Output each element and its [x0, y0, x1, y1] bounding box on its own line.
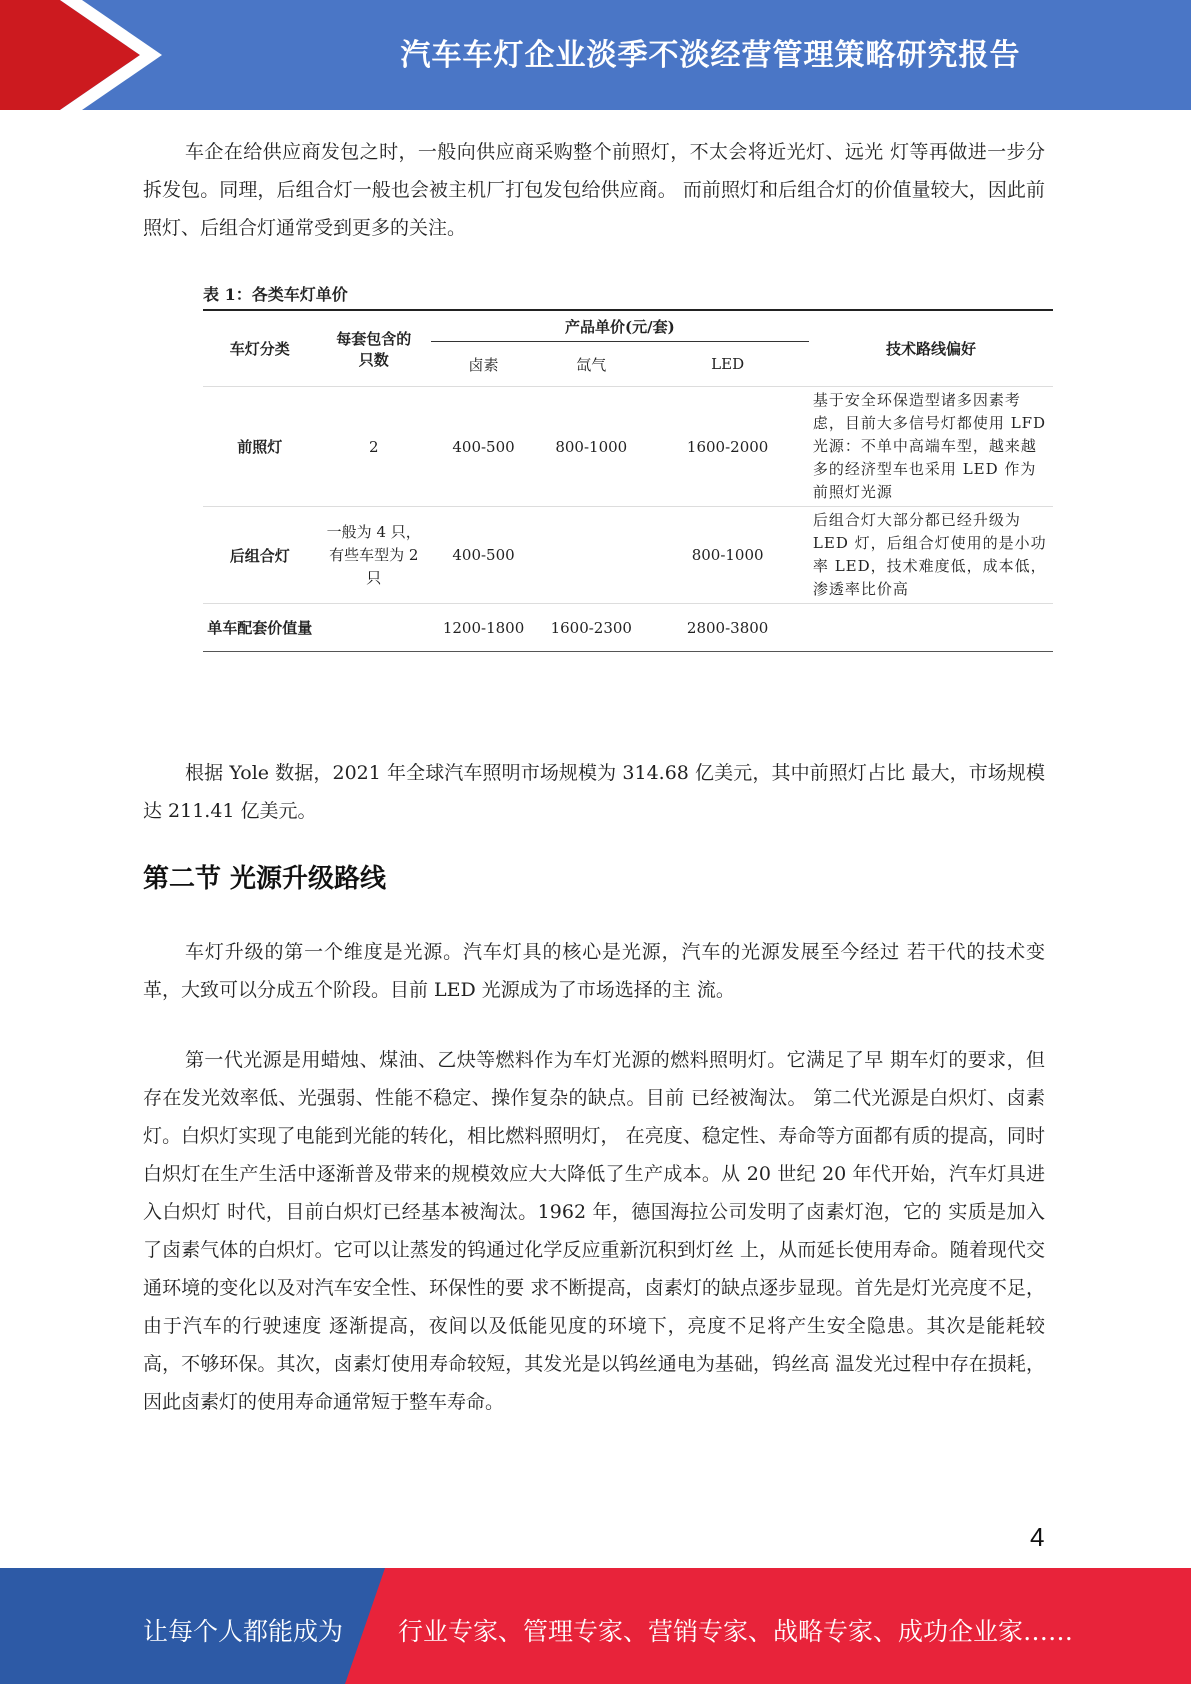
cell-halogen: 400-500: [452, 437, 515, 456]
header-xenon: 氙气: [536, 342, 646, 387]
table-caption: 表 1：各类车灯单价: [203, 285, 348, 304]
paragraph-generations: 第一代光源是用蜡烛、煤油、乙炔等燃料作为车灯光源的燃料照明灯。它满足了早 期车灯的要求，但存在发光效率低、光强弱、性能不稳定、操作复杂的缺点。目前 已经被淘汰。 第二代光源是白炽灯、卤素灯。白炽灯实现了电能到光能的转化，相比燃料照明灯， 在亮度、稳定性、寿命等方面都有质的提高，同时白炽灯在生产生活中逐渐普及带来的规模效应大大降低了生产成本。从 20 世纪 20 年代开始，汽车灯具进入白炽灯 时代，目前白炽灯已经基本被淘汰。1962 年，德国海拉公司发明了卤素灯泡，它的 实质是加入了卤素气体的白炽灯。它可以让蒸发的钨通过化学反应重新沉积到灯丝 上，从而延长使用寿命。随着现代交通环境的变化以及对汽车安全性、环保性的要 求不断提高，卤素灯的缺点逐步显现。首先是灯光亮度不足，由于汽车的行驶速度 逐渐提高，夜间以及低能见度的环境下，亮度不足将产生安全隐患。其次是能耗较 高，不够环保。其次，卤素灯使用寿命较短，其发光是以钨丝通电为基础，钨丝高 温发光过程中存在损耗，因此卤素灯的使用寿命通常短于整车寿命。: [143, 1049, 1045, 1413]
cell-tech: 后组合灯大部分都已经升级为 LED 灯，后组合灯使用的是小功率 LED，技术难度低，成本低，渗透率比价高: [812, 511, 1047, 598]
header-category: 车灯分类: [203, 310, 317, 387]
header-count: [317, 310, 431, 387]
page-number: 4: [1030, 1522, 1045, 1552]
cell-category: 前照灯: [237, 438, 283, 456]
paragraph-intro: 车企在给供应商发包之时，一般向供应商采购整个前照灯，不太会将近光灯、远光 灯等再做进一步分拆发包。同理，后组合灯一般也会被主机厂打包发包给供应商。 而前照灯和后组合灯的价值量较大，因此前照灯、后组合灯通常受到更多的关注。: [143, 141, 1045, 239]
cell-halogen: 1200-1800: [442, 618, 525, 637]
cell-xenon: 800-1000: [555, 437, 628, 456]
table-row: [203, 387, 1053, 507]
cell-count: [317, 604, 431, 652]
cell-category: 后组合灯: [229, 546, 290, 565]
footer-slogan-right: 行业专家、管理专家、营销专家、战略专家、成功企业家……: [398, 1617, 1074, 1646]
cell-category: 单车配套价值量: [207, 618, 313, 637]
page-header: [0, 0, 1191, 110]
footer-slogan-left: 让每个人都能成为: [143, 1617, 344, 1646]
header-tech: 技术路线偏好: [809, 310, 1053, 387]
cell-count: 一般为 4 只，有些车型为 2 只: [326, 522, 421, 587]
cell-count: 2: [368, 437, 379, 456]
price-table-block: [203, 282, 1053, 652]
cell-tech: 基于安全环保造型诸多因素考虑，目前大多信号灯都使用 LFD 光源：不单中高端车型，越来越多的经济型车也采用 LED 作为前照灯光源: [812, 391, 1047, 501]
table-row: [203, 604, 1053, 652]
header-arrow-decoration: [0, 0, 260, 110]
paragraph-market-size: 根据 Yole 数据，2021 年全球汽车照明市场规模为 314.68 亿美元，其中前照灯占比 最大，市场规模达 211.41 亿美元。: [143, 762, 1045, 822]
cell-led: 800-1000: [691, 546, 764, 564]
section-heading: 第二节 光源升级路线: [143, 864, 387, 894]
cell-tech: [809, 604, 1053, 652]
header-count-line1: 每套包含的: [336, 329, 412, 348]
page-footer: [0, 1568, 1191, 1684]
cell-xenon: 1600-2300: [550, 618, 632, 637]
header-price-group: 产品单价(元/套): [431, 310, 809, 342]
header-halogen: 卤素: [431, 342, 536, 387]
cell-xenon: [536, 507, 646, 604]
price-table: [203, 309, 1053, 652]
header-led: LED: [646, 342, 809, 387]
cell-led: 1600-2000: [686, 437, 769, 456]
table-row: [203, 507, 1053, 604]
report-title: 汽车车灯企业淡季不淡经营管理策略研究报告: [400, 38, 1021, 73]
cell-led: 2800-3800: [686, 618, 769, 637]
cell-halogen: 400-500: [452, 546, 515, 564]
header-count-line2: 只数: [358, 350, 389, 369]
paragraph-light-source: 车灯升级的第一个维度是光源。汽车灯具的核心是光源，汽车的光源发展至今经过 若干代的技术变革，大致可以分成五个阶段。目前 LED 光源成为了市场选择的主 流。: [143, 941, 1045, 1001]
